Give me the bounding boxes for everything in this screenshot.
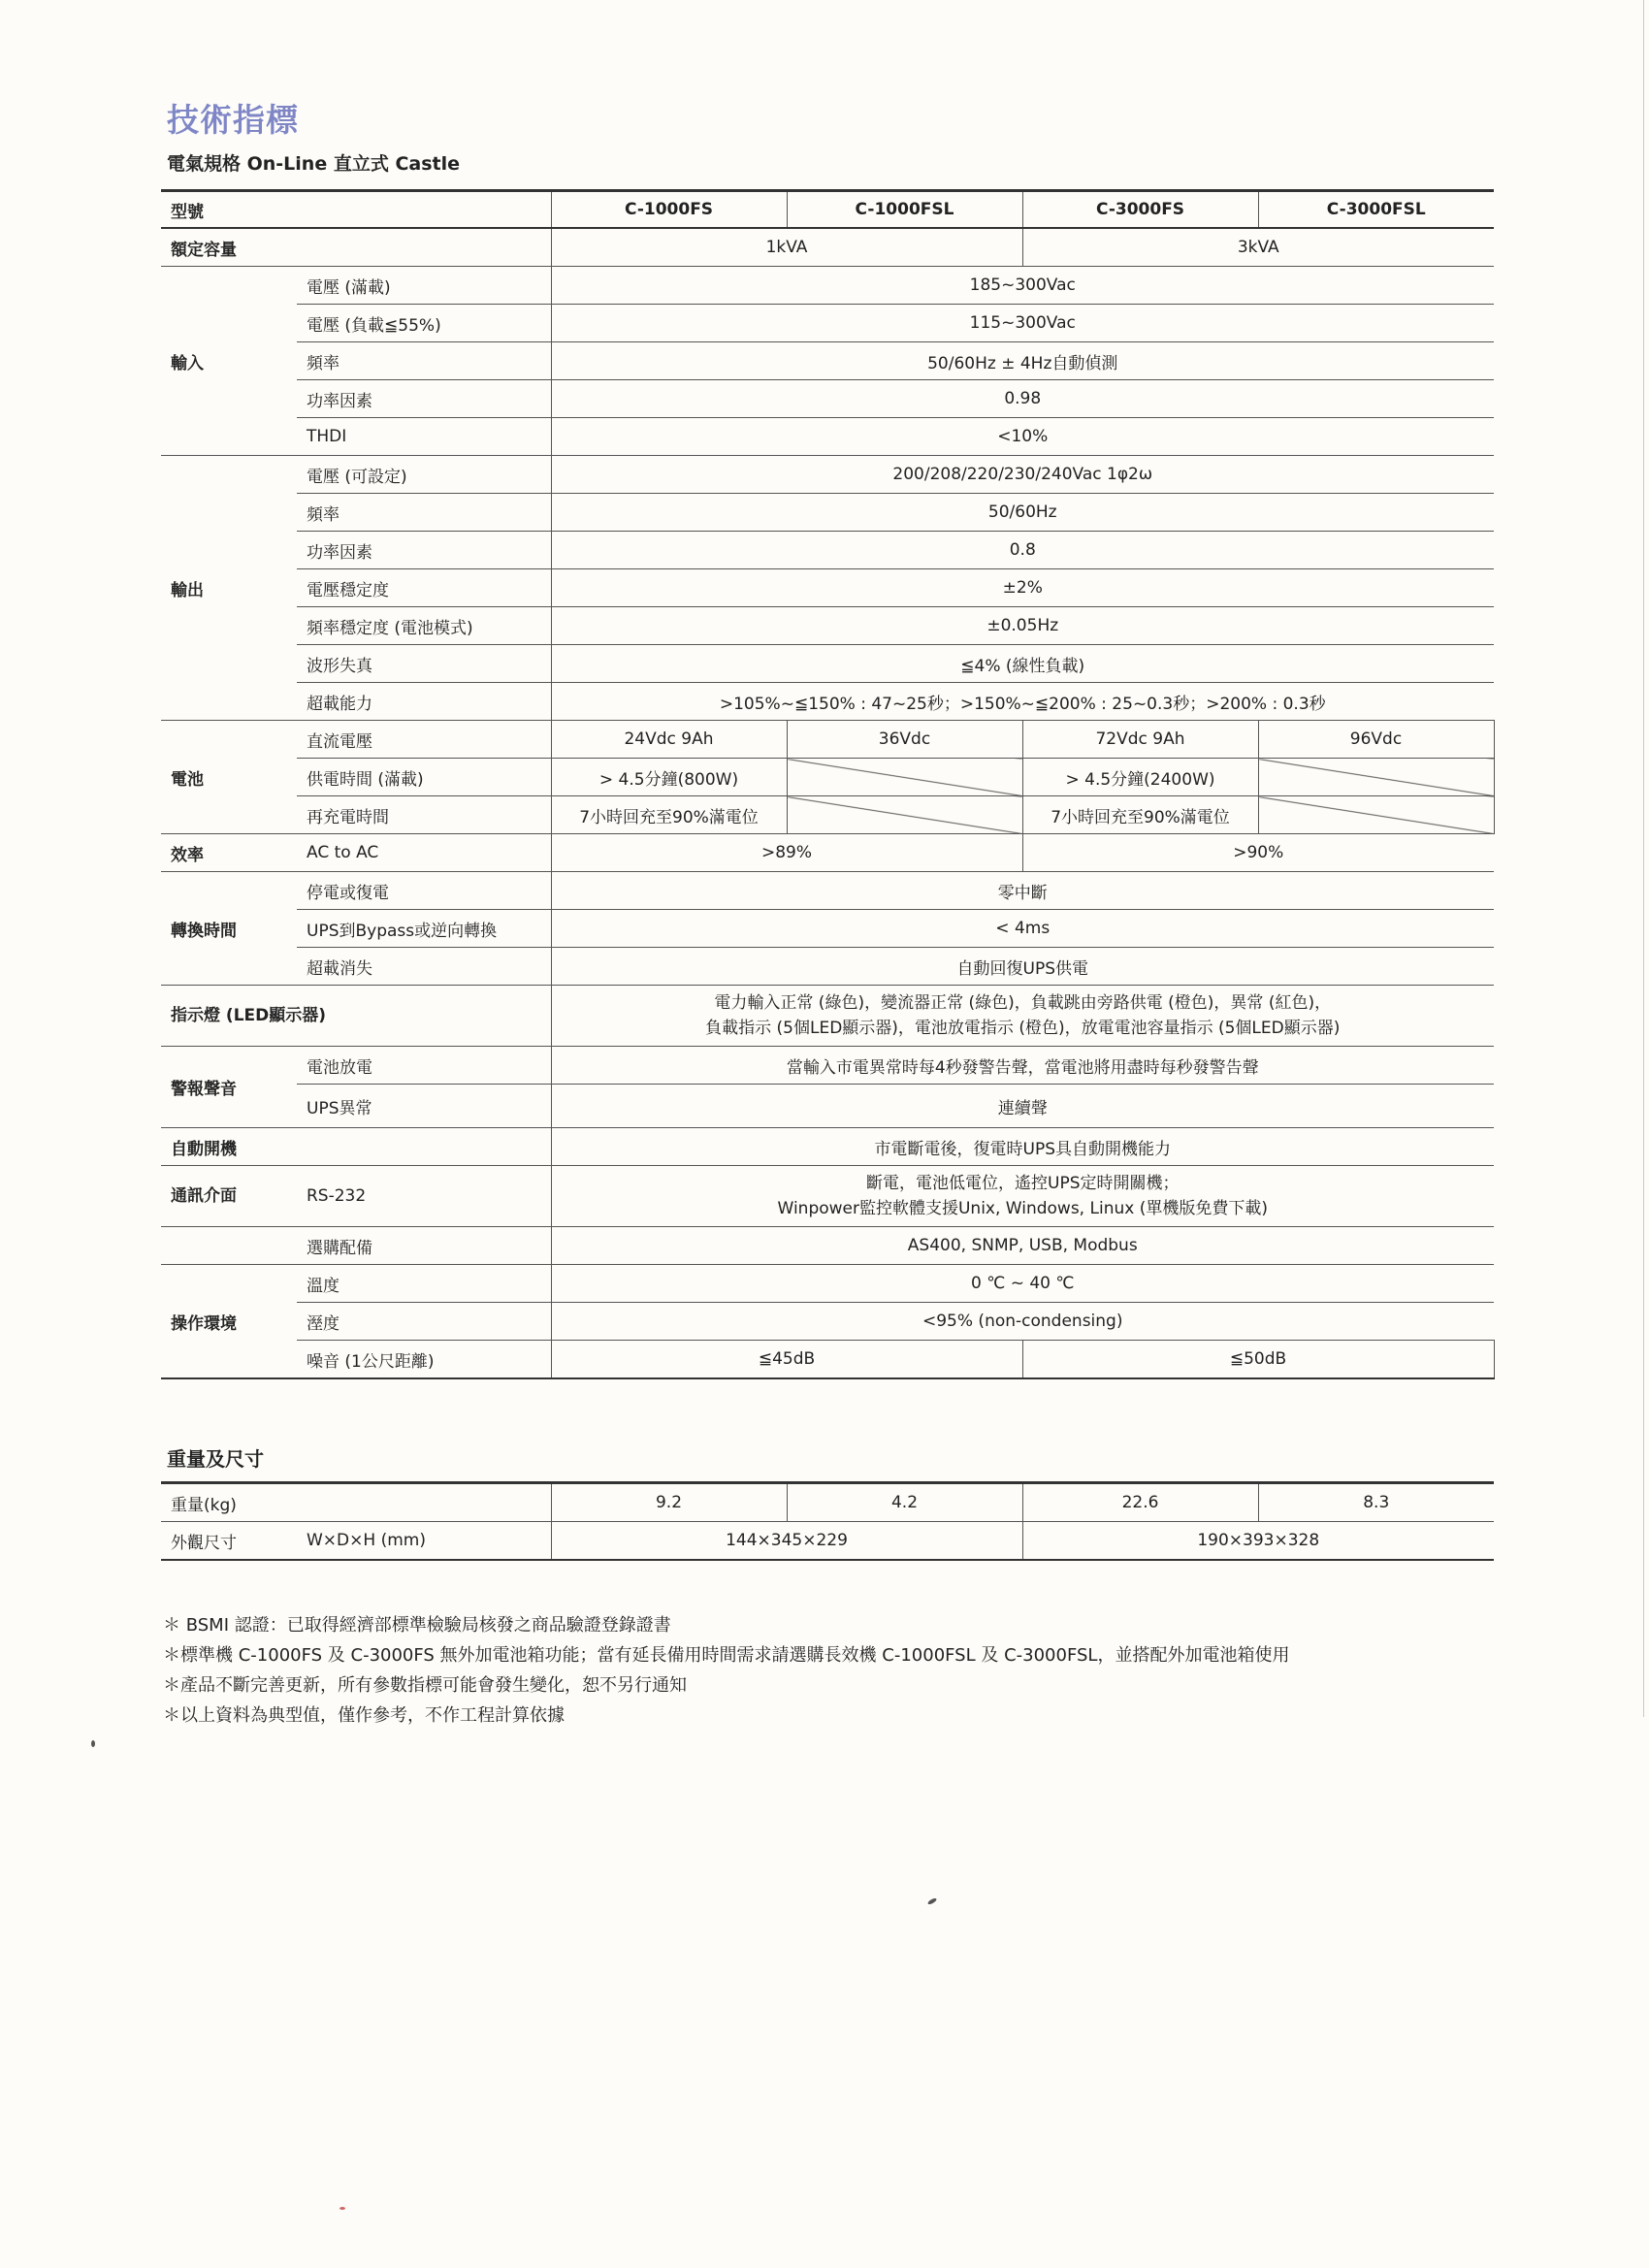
spec-value: 7小時回充至90%滿電位 — [1022, 796, 1258, 834]
indicator-row — [161, 986, 1494, 1047]
input-row — [161, 267, 1494, 305]
spec-value: >90% — [1022, 834, 1494, 872]
comm-label: 通訊介面 — [161, 1166, 297, 1227]
spec-value: 96Vdc — [1258, 721, 1494, 759]
spec-value: 24Vdc 9Ah — [551, 721, 787, 759]
weight-value: 9.2 — [551, 1483, 787, 1522]
page-title: 技術指標 — [167, 101, 299, 139]
model-name: C-1000FS — [551, 191, 787, 229]
efficiency-label: 效率 — [161, 834, 297, 872]
battery-row — [161, 796, 1494, 834]
spec-value: >89% — [551, 834, 1022, 872]
spec-value: > 4.5分鐘(2400W) — [1022, 759, 1258, 796]
capacity-value: 1kVA — [551, 228, 1022, 267]
spec-table — [161, 189, 1495, 1379]
spec-value: <10% — [551, 418, 1494, 456]
env-row — [161, 1265, 1494, 1303]
output-row — [161, 494, 1494, 532]
not-applicable-cell — [787, 759, 1022, 796]
model-label: 型號 — [161, 191, 551, 229]
spec-value: 自動回復UPS供電 — [551, 948, 1494, 986]
env-label: 操作環境 — [161, 1265, 297, 1379]
spec-param: 電壓 (可設定) — [297, 456, 551, 494]
output-row — [161, 569, 1494, 607]
spec-param: 波形失真 — [297, 645, 551, 683]
transfer-row — [161, 872, 1494, 910]
model-name: C-3000FSL — [1258, 191, 1494, 229]
spec-value: 185~300Vac — [551, 267, 1494, 305]
comm-line: 斷電，電池低電位，遙控UPS定時開關機； — [866, 1174, 1180, 1193]
spec-param: 電池放電 — [297, 1047, 551, 1085]
weight-section-title: 重量及尺寸 — [167, 1447, 264, 1471]
model-name: C-3000FS — [1022, 191, 1258, 229]
battery-row — [161, 721, 1494, 759]
weight-value: 22.6 — [1022, 1483, 1258, 1522]
env-row — [161, 1303, 1494, 1341]
spec-value: 0.98 — [551, 380, 1494, 418]
spec-value: 50/60Hz — [551, 494, 1494, 532]
capacity-value: 3kVA — [1022, 228, 1494, 267]
footnote: ＊ BSMI 認證：已取得經濟部標準檢驗局核發之商品驗證登錄證書 — [163, 1615, 671, 1636]
spec-param: 頻率 — [297, 342, 551, 380]
spec-value: <95% (non-condensing) — [551, 1303, 1494, 1341]
spec-value: 50/60Hz ± 4Hz自動偵測 — [551, 342, 1494, 380]
footnote: ＊產品不斷完善更新，所有參數指標可能會發生變化，恕不另行通知 — [163, 1675, 687, 1696]
spec-param: 超載消失 — [297, 948, 551, 986]
spec-param: 再充電時間 — [297, 796, 551, 834]
footnote: ＊標準機 C-1000FS 及 C-3000FS 無外加電池箱功能；當有延長備用時間需求請選購長效機 C-1000FSL 及 C-3000FSL，並搭配外加電池箱使用 — [163, 1645, 1290, 1666]
spec-value: AS400, SNMP, USB, Modbus — [551, 1227, 1494, 1265]
spec-subtitle: 電氣規格 On-Line 直立式 Castle — [167, 153, 460, 175]
not-applicable-cell — [1258, 759, 1494, 796]
input-label: 輸入 — [161, 267, 297, 456]
spec-value: 當輸入市電異常時每4秒發警告聲，當電池將用盡時每秒發警告聲 — [551, 1047, 1494, 1085]
output-label: 輸出 — [161, 456, 297, 721]
indicator-label: 指示燈 (LED顯示器) — [161, 986, 551, 1047]
spec-param: UPS異常 — [297, 1085, 551, 1128]
output-row — [161, 607, 1494, 645]
output-row — [161, 645, 1494, 683]
spec-param: 電壓穩定度 — [297, 569, 551, 607]
page-edge — [1643, 0, 1644, 1717]
spec-param: 功率因素 — [297, 380, 551, 418]
footnote: ＊以上資料為典型值，僅作參考，不作工程計算依據 — [163, 1705, 565, 1726]
weight-value: 4.2 — [787, 1483, 1022, 1522]
weight-row — [161, 1483, 1494, 1522]
spec-value: >105%~≦150% : 47~25秒；>150%~≦200% : 25~0.3秒；>200% : 0.3秒 — [551, 683, 1494, 721]
indicator-line: 負載指示 (5個LED顯示器)，電池放電指示 (橙色)，放電電池容量指示 (5個LED顯示器) — [705, 1019, 1341, 1038]
spec-param: THDI — [297, 418, 551, 456]
spec-param: AC to AC — [297, 834, 551, 872]
dimension-label: 外觀尺寸 — [161, 1522, 297, 1561]
autostart-row — [161, 1128, 1494, 1166]
dimension-unit: W×D×H (mm) — [297, 1522, 551, 1561]
output-row — [161, 456, 1494, 494]
alarm-label: 警報聲音 — [161, 1047, 297, 1128]
scan-speck — [91, 1740, 95, 1747]
input-row — [161, 305, 1494, 342]
efficiency-row — [161, 834, 1494, 872]
capacity-label: 額定容量 — [161, 228, 551, 267]
spec-value: 7小時回充至90%滿電位 — [551, 796, 787, 834]
spec-value: ±0.05Hz — [551, 607, 1494, 645]
comm-line: Winpower監控軟體支援Unix, Windows, Linux (單機版免費下載) — [777, 1199, 1268, 1218]
spec-value: < 4ms — [551, 910, 1494, 948]
spec-param: 頻率穩定度 (電池模式) — [297, 607, 551, 645]
spec-param: 電壓 (滿載) — [297, 267, 551, 305]
input-row — [161, 380, 1494, 418]
spec-param: 電壓 (負載≦55%) — [297, 305, 551, 342]
spec-param: 頻率 — [297, 494, 551, 532]
alarm-row — [161, 1085, 1494, 1128]
output-row — [161, 683, 1494, 721]
dimension-value: 190×393×328 — [1022, 1522, 1494, 1561]
model-name: C-1000FSL — [787, 191, 1022, 229]
capacity-row — [161, 228, 1494, 267]
spec-value: 零中斷 — [551, 872, 1494, 910]
comm-row — [161, 1166, 1494, 1227]
comm-option-row — [161, 1227, 1494, 1265]
spec-param: 直流電壓 — [297, 721, 551, 759]
spec-param: 選購配備 — [297, 1227, 551, 1265]
weight-value: 8.3 — [1258, 1483, 1494, 1522]
spec-param: 溫度 — [297, 1265, 551, 1303]
scan-speck — [340, 2207, 345, 2210]
spec-value: 115~300Vac — [551, 305, 1494, 342]
indicator-line: 電力輸入正常 (綠色)，變流器正常 (綠色)，負載跳由旁路供電 (橙色)，異常 (紅色)， — [714, 993, 1332, 1013]
output-row — [161, 532, 1494, 569]
spec-param: 供電時間 (滿載) — [297, 759, 551, 796]
battery-label: 電池 — [161, 721, 297, 834]
footnotes — [163, 1610, 1289, 1731]
env-row — [161, 1341, 1494, 1379]
scan-speck — [927, 1897, 938, 1905]
weight-label: 重量(kg) — [161, 1483, 551, 1522]
spec-param: UPS到Bypass或逆向轉換 — [297, 910, 551, 948]
spec-value: 36Vdc — [787, 721, 1022, 759]
spec-value: ≦45dB — [551, 1341, 1022, 1379]
input-row — [161, 342, 1494, 380]
spec-value: 0.8 — [551, 532, 1494, 569]
battery-row — [161, 759, 1494, 796]
weight-table — [161, 1481, 1494, 1561]
spec-value: > 4.5分鐘(800W) — [551, 759, 787, 796]
spec-value: 連續聲 — [551, 1085, 1494, 1128]
spec-value: ≦4% (線性負載) — [551, 645, 1494, 683]
spec-param: 噪音 (1公尺距離) — [297, 1341, 551, 1379]
transfer-label: 轉換時間 — [161, 872, 297, 986]
spec-param: 溼度 — [297, 1303, 551, 1341]
spec-value: ≦50dB — [1022, 1341, 1494, 1379]
alarm-row — [161, 1047, 1494, 1085]
dimension-value: 144×345×229 — [551, 1522, 1022, 1561]
indicator-value — [551, 986, 1494, 1047]
spec-value: 0 ℃ ~ 40 ℃ — [551, 1265, 1494, 1303]
transfer-row — [161, 910, 1494, 948]
comm-value — [551, 1166, 1494, 1227]
not-applicable-cell — [1258, 796, 1494, 834]
spec-param: 超載能力 — [297, 683, 551, 721]
spec-value: 72Vdc 9Ah — [1022, 721, 1258, 759]
spec-value: 市電斷電後，復電時UPS具自動開機能力 — [551, 1128, 1494, 1166]
transfer-row — [161, 948, 1494, 986]
spec-value: 200/208/220/230/240Vac 1φ2ω — [551, 456, 1494, 494]
input-row — [161, 418, 1494, 456]
not-applicable-cell — [787, 796, 1022, 834]
spec-param: 停電或復電 — [297, 872, 551, 910]
dimension-row — [161, 1522, 1494, 1561]
spec-param: RS-232 — [297, 1166, 551, 1227]
autostart-label: 自動開機 — [161, 1128, 551, 1166]
spec-param: 功率因素 — [297, 532, 551, 569]
header-row — [161, 191, 1494, 229]
blank-cell — [161, 1227, 297, 1265]
spec-value: ±2% — [551, 569, 1494, 607]
